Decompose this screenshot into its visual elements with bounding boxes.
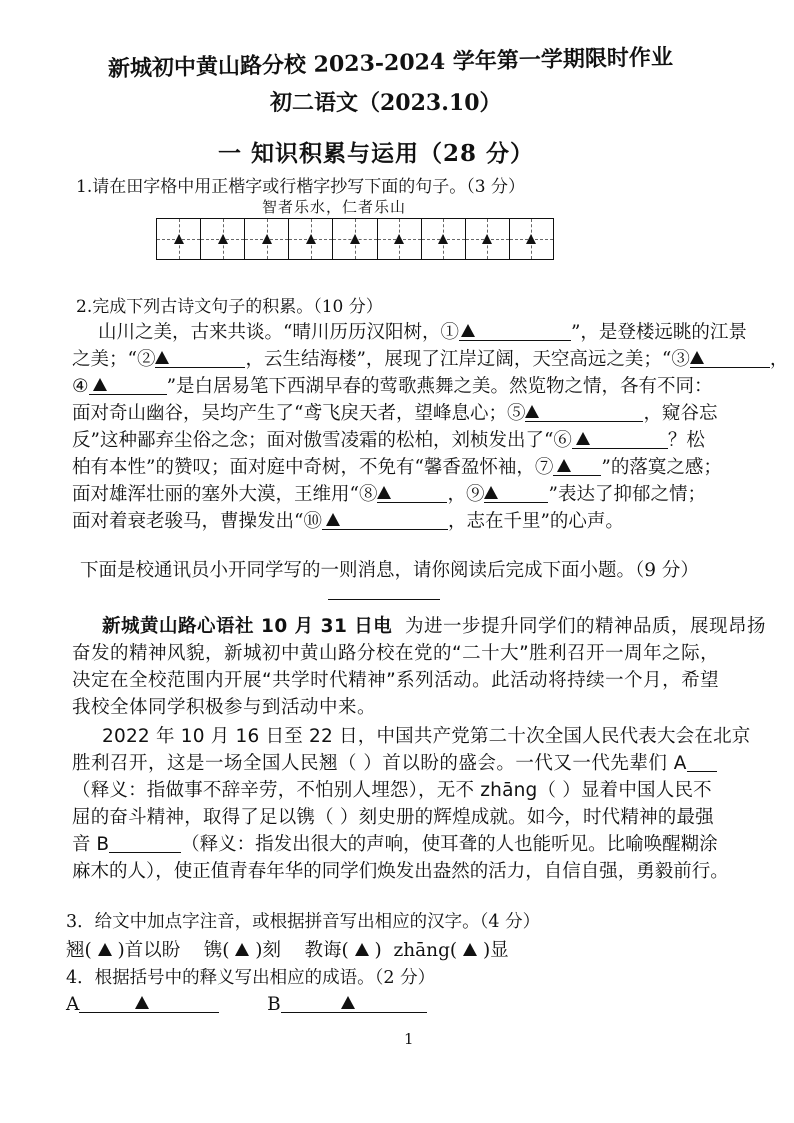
- q2-text: ，志在千里”的心声。: [447, 511, 624, 532]
- q2-text: ，: [769, 349, 789, 370]
- answer-triangle-icon[interactable]: [355, 943, 369, 956]
- q2-line-8: [72, 507, 624, 533]
- q2-line-6: [72, 453, 722, 479]
- q2-text: ，窥谷忘: [643, 403, 718, 424]
- news-line-1: [102, 612, 766, 638]
- q1-prompt: 1.请在田字格中用正楷字或行楷字抄写下面的句子。（3 分）: [76, 177, 525, 197]
- grid-cell[interactable]: [288, 219, 332, 259]
- answer-blank-9[interactable]: [484, 484, 548, 503]
- tianzige-grid[interactable]: [156, 218, 554, 260]
- q3-text: ): [374, 940, 382, 961]
- grid-cell[interactable]: [421, 219, 465, 259]
- answer-triangle-icon: [394, 234, 404, 244]
- q2-text: ？松: [667, 430, 705, 451]
- news-line-9: [72, 830, 718, 856]
- answer-triangle-icon[interactable]: [98, 943, 112, 956]
- answer-blank-7[interactable]: [553, 457, 601, 476]
- answer-blank-4[interactable]: [89, 376, 167, 395]
- q2-text: ，云生结海楼”，展现了江岸辽阔，天空高远之美；“③: [245, 349, 690, 370]
- answer-triangle-icon: [576, 432, 590, 445]
- news-text: 为进一步提升同学们的精神品质，展现昂扬: [405, 616, 767, 637]
- q2-line-4: [72, 399, 717, 425]
- q3-text: )刻: [255, 940, 281, 961]
- answer-triangle-icon: [484, 486, 498, 499]
- page-number: 1: [404, 1030, 414, 1048]
- answer-blank-3[interactable]: [690, 349, 770, 368]
- answer-triangle-icon: [262, 234, 272, 244]
- answer-triangle-icon: [155, 351, 169, 364]
- answer-triangle-icon: [306, 234, 316, 244]
- grid-cell[interactable]: [244, 219, 288, 259]
- q2-line-3: [72, 372, 713, 398]
- answer-triangle-icon: [341, 996, 355, 1009]
- exam-title: 新城初中黄山路分校 2023-2024 学年第一学期限时作业: [107, 44, 674, 82]
- q2-text: 山川之美，古来共谈。“晴川历历汉阳树，①: [98, 322, 459, 343]
- q3-text: 翘(: [66, 940, 92, 961]
- news-line-5: 2022 年 10 月 16 日至 22 日，中国共产党第二十次全国人民代表大会在北京: [102, 726, 751, 747]
- grid-cell[interactable]: [509, 219, 553, 259]
- q3-items: [66, 936, 509, 962]
- news-line-6: [72, 749, 717, 775]
- q2-text: ”是白居易笔下西湖早春的莺歌燕舞之美。然览物之情，各有不同：: [166, 376, 713, 397]
- grid-cell[interactable]: [157, 219, 200, 259]
- q2-text: 面对雄浑壮丽的塞外大漠，王维用“⑧: [72, 484, 378, 505]
- answer-triangle-icon: [438, 234, 448, 244]
- answer-triangle-icon: [461, 324, 475, 337]
- blank-a[interactable]: [687, 753, 717, 772]
- answer-triangle-icon: [526, 234, 536, 244]
- q2-text: ”表达了抑郁之情；: [548, 484, 706, 505]
- q2-line-5: [72, 426, 705, 452]
- q2-text: ，⑨: [447, 484, 485, 505]
- answer-triangle-icon: [93, 378, 107, 391]
- q2-text: 反”这种鄙弃尘俗之念；面对傲雪凌霜的松柏，刘桢发出了“⑥: [72, 430, 572, 451]
- q2-text: 面对着衰老骏马，曹操发出“⑩: [72, 511, 322, 532]
- q2-text: 之美；“②: [72, 349, 156, 370]
- answer-blank-2[interactable]: [155, 349, 245, 368]
- q2-text: ④: [72, 376, 89, 397]
- q3-prompt: 3．给文中加点字注音，或根据拼音写出相应的汉字。（4 分）: [66, 912, 541, 932]
- q3-text: 镌(: [203, 940, 230, 961]
- news-text: 音 B: [72, 834, 110, 855]
- answer-blank-b[interactable]: [281, 994, 427, 1013]
- answer-triangle-icon: [174, 234, 184, 244]
- answer-blank-5[interactable]: [525, 403, 643, 422]
- q3-text: 教诲(: [304, 940, 349, 961]
- news-dateline: 新城黄山路心语社 10 月 31 日电: [102, 616, 393, 637]
- answer-blank-6[interactable]: [572, 430, 668, 449]
- answer-triangle-icon: [326, 513, 340, 526]
- news-line-7: （释义：指做事不辞辛劳，不怕别人埋怨），无不 zhāng（ ）显着中国人民不: [72, 780, 712, 801]
- answer-blank-a[interactable]: [79, 994, 219, 1013]
- q2-text: ”的落寞之感；: [601, 457, 722, 478]
- answer-triangle-icon: [350, 234, 360, 244]
- q2-text: 柏有本性”的赞叹；面对庭中奇树，不免有“馨香盈怀袖，⑦: [72, 457, 554, 478]
- answer-triangle-icon: [482, 234, 492, 244]
- news-line-4: 我校全体同学积极参与到活动中来。: [72, 697, 377, 718]
- q3-text: )首以盼: [117, 940, 181, 961]
- grid-cell[interactable]: [332, 219, 376, 259]
- q1-sentence: 智者乐水，仁者乐山: [262, 198, 407, 216]
- section-title: 一 知识积累与运用（28 分）: [218, 140, 535, 167]
- answer-blank-10[interactable]: [322, 511, 448, 530]
- separator-line: [328, 599, 440, 600]
- q4-prompt: 4．根据括号中的释义写出相应的成语。（2 分）: [66, 968, 436, 988]
- q2-line-1: [98, 318, 747, 344]
- q2-text: 面对奇山幽谷，吴均产生了“鸢飞戾天者，望峰息心；⑤: [72, 403, 526, 424]
- q4-answers: [66, 994, 427, 1015]
- answer-triangle-icon: [525, 405, 539, 418]
- answer-triangle-icon: [135, 996, 149, 1009]
- q2-prompt: 2.完成下列古诗文句子的积累。（10 分）: [76, 297, 383, 317]
- answer-triangle-icon: [690, 351, 704, 364]
- q3-text: zhāng(: [393, 940, 458, 961]
- q2-line-7: [72, 480, 706, 506]
- answer-triangle-icon[interactable]: [463, 943, 477, 956]
- news-text: （释义：指发出很大的声响，使耳聋的人也能听见。比喻唤醒糊涂: [181, 834, 718, 855]
- grid-cell[interactable]: [377, 219, 421, 259]
- q3-text: )显: [482, 940, 509, 961]
- label-b: B: [267, 994, 281, 1015]
- answer-blank-1[interactable]: [459, 322, 571, 341]
- grid-cell[interactable]: [465, 219, 509, 259]
- answer-triangle-icon: [218, 234, 228, 244]
- answer-triangle-icon[interactable]: [235, 943, 249, 956]
- q2-line-2: [72, 345, 788, 371]
- news-line-8: 屈的奋斗精神，取得了足以镌（ ）刻史册的辉煌成就。如今，时代精神的最强: [72, 807, 714, 828]
- answer-triangle-icon: [557, 459, 571, 472]
- q2-text: ”，是登楼远眺的江景: [570, 322, 747, 343]
- answer-blank-8[interactable]: [377, 484, 447, 503]
- label-a: A: [66, 994, 80, 1015]
- news-line-10: 麻木的人），使正值青春年华的同学们焕发出盎然的活力，自信自强，勇毅前行。: [72, 861, 729, 882]
- news-line-3: 决定在全校范围内开展“共学时代精神”系列活动。此活动将持续一个月，希望: [72, 670, 720, 691]
- answer-triangle-icon: [377, 486, 391, 499]
- grid-cell[interactable]: [200, 219, 244, 259]
- news-line-2: 奋发的精神风貌，新城初中黄山路分校在党的“二十大”胜利召开一周年之际，: [72, 643, 720, 664]
- reading-intro: 下面是校通讯员小开同学写的一则消息，请你阅读后完成下面小题。（9 分）: [80, 560, 699, 581]
- news-text: 胜利召开，这是一场全国人民翘（ ）首以盼的盛会。一代又一代先辈们 A: [72, 753, 687, 774]
- exam-subtitle: 初二语文（2023.10）: [270, 90, 502, 116]
- blank-b[interactable]: [109, 834, 181, 853]
